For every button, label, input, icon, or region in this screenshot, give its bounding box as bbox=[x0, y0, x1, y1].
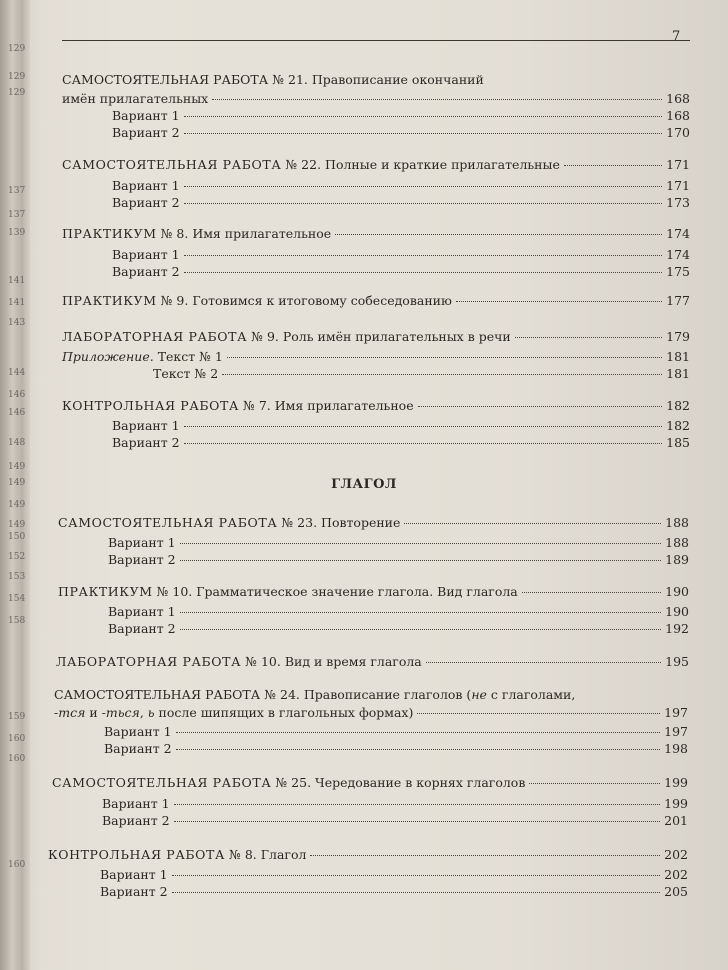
page-ref: 188 bbox=[665, 515, 689, 530]
page-ref: 197 bbox=[664, 705, 688, 720]
toc-subentry: Вариант 1 197 bbox=[104, 724, 688, 739]
toc-entry: имён прилагательных 168 bbox=[62, 91, 690, 106]
margin-fragment: 143 bbox=[8, 318, 26, 328]
toc-subentry: Текст № 2 181 bbox=[153, 366, 690, 381]
margin-fragment: 129 bbox=[8, 44, 26, 54]
margin-fragment: 146 bbox=[8, 390, 26, 400]
page-ref: 202 bbox=[664, 867, 688, 882]
margin-fragment: 137 bbox=[8, 186, 26, 196]
toc-subentry: Вариант 2 189 bbox=[108, 552, 689, 567]
page-ref: 173 bbox=[666, 195, 690, 210]
toc-subentry: Вариант 1 168 bbox=[112, 108, 690, 123]
toc-subentry: Вариант 2 175 bbox=[112, 264, 690, 279]
toc-entry: САМОСТОЯТЕЛЬНАЯ РАБОТА № 23. Повторение 188 bbox=[58, 515, 689, 530]
page-ref: 199 bbox=[664, 796, 688, 811]
page-ref: 181 bbox=[666, 366, 690, 381]
toc-entry: -тся и -ться, ь после шипящих в глагольных формах) 197 bbox=[54, 705, 688, 720]
page-ref: 175 bbox=[666, 264, 690, 279]
page-ref: 168 bbox=[666, 91, 690, 106]
margin-fragment: 141 bbox=[8, 298, 26, 308]
page-ref: 182 bbox=[666, 418, 690, 433]
page-ref: 188 bbox=[665, 535, 689, 550]
page-ref: 198 bbox=[664, 741, 688, 756]
toc-subentry: Вариант 2 198 bbox=[104, 741, 688, 756]
margin-fragment: 158 bbox=[8, 616, 26, 626]
margin-fragment: 149 bbox=[8, 478, 26, 488]
page-ref: 181 bbox=[666, 349, 690, 364]
margin-fragment: 152 bbox=[8, 552, 26, 562]
page-ref: 174 bbox=[666, 247, 690, 262]
toc-subentry: Вариант 1 182 bbox=[112, 418, 690, 433]
toc-subentry: Вариант 1 171 bbox=[112, 178, 690, 193]
toc-subentry: Вариант 2 205 bbox=[100, 884, 688, 899]
section-heading: ГЛАГОЛ bbox=[331, 477, 397, 492]
page-number: 7 bbox=[672, 29, 681, 44]
page-ref: 202 bbox=[664, 847, 688, 862]
toc-entry: ЛАБОРАТОРНАЯ РАБОТА № 10. Вид и время глагола 195 bbox=[56, 654, 689, 669]
toc-subentry: Вариант 1 188 bbox=[108, 535, 689, 550]
toc-entry: ПРАКТИКУМ № 10. Грамматическое значение глагола. Вид глагола 190 bbox=[58, 584, 689, 599]
page-ref: 171 bbox=[666, 178, 690, 193]
toc-entry-title: САМОСТОЯТЕЛЬНАЯ РАБОТА № 21. Правописание окончаний bbox=[62, 72, 484, 87]
page-ref: 185 bbox=[666, 435, 690, 450]
page-ref: 205 bbox=[664, 884, 688, 899]
margin-fragment: 129 bbox=[8, 88, 26, 98]
page-ref: 168 bbox=[666, 108, 690, 123]
toc-entry-title: САМОСТОЯТЕЛЬНАЯ РАБОТА № 24. Правописание глаголов (не с глаголами, bbox=[54, 687, 576, 702]
margin-fragment: 160 bbox=[8, 734, 26, 744]
margin-fragment: 160 bbox=[8, 860, 26, 870]
margin-fragment: 144 bbox=[8, 368, 26, 378]
page-ref: 197 bbox=[664, 724, 688, 739]
toc-subentry: Вариант 2 173 bbox=[112, 195, 690, 210]
toc-subentry: Вариант 2 185 bbox=[112, 435, 690, 450]
margin-fragment: 153 bbox=[8, 572, 26, 582]
margin-fragment: 129 bbox=[8, 72, 26, 82]
page-ref: 170 bbox=[666, 125, 690, 140]
toc-subentry: Вариант 1 190 bbox=[108, 604, 689, 619]
page-ref: 179 bbox=[666, 329, 690, 344]
margin-fragment: 149 bbox=[8, 520, 26, 530]
page-ref: 201 bbox=[664, 813, 688, 828]
page-ref: 190 bbox=[665, 584, 689, 599]
toc-entry: САМОСТОЯТЕЛЬНАЯ РАБОТА № 25. Чередование в корнях глаголов 199 bbox=[52, 775, 688, 790]
margin-fragment: 150 bbox=[8, 532, 26, 542]
toc-entry: ПРАКТИКУМ № 8. Имя прилагательное 174 bbox=[62, 226, 690, 241]
toc-subentry: Вариант 1 199 bbox=[102, 796, 688, 811]
toc-subentry: Вариант 2 201 bbox=[102, 813, 688, 828]
toc-entry: САМОСТОЯТЕЛЬНАЯ РАБОТА № 22. Полные и краткие прилагательные 171 bbox=[62, 157, 690, 172]
header-rule bbox=[62, 40, 690, 41]
margin-fragment: 139 bbox=[8, 228, 26, 238]
toc-subentry: Приложение. Текст № 1 181 bbox=[62, 349, 690, 364]
margin-fragment: 141 bbox=[8, 276, 26, 286]
page-ref: 192 bbox=[665, 621, 689, 636]
page-ref: 171 bbox=[666, 157, 690, 172]
toc-entry: КОНТРОЛЬНАЯ РАБОТА № 8. Глагол 202 bbox=[48, 847, 688, 862]
margin-fragment: 149 bbox=[8, 462, 26, 472]
page-ref: 174 bbox=[666, 226, 690, 241]
page-ref: 182 bbox=[666, 398, 690, 413]
page-ref: 190 bbox=[665, 604, 689, 619]
page-ref: 189 bbox=[665, 552, 689, 567]
page-ref: 177 bbox=[666, 293, 690, 308]
toc-entry: ЛАБОРАТОРНАЯ РАБОТА № 9. Роль имён прилагательных в речи 179 bbox=[62, 329, 690, 344]
margin-fragment: 149 bbox=[8, 500, 26, 510]
toc-entry: ПРАКТИКУМ № 9. Готовимся к итоговому собеседованию 177 bbox=[62, 293, 690, 308]
margin-fragment: 137 bbox=[8, 210, 26, 220]
toc-entry: КОНТРОЛЬНАЯ РАБОТА № 7. Имя прилагательное 182 bbox=[62, 398, 690, 413]
toc-subentry: Вариант 2 192 bbox=[108, 621, 689, 636]
margin-fragment: 159 bbox=[8, 712, 26, 722]
margin-fragment: 148 bbox=[8, 438, 26, 448]
margin-fragment: 154 bbox=[8, 594, 26, 604]
toc-subentry: Вариант 2 170 bbox=[112, 125, 690, 140]
page-ref: 199 bbox=[664, 775, 688, 790]
toc-subentry: Вариант 1 202 bbox=[100, 867, 688, 882]
page-ref: 195 bbox=[665, 654, 689, 669]
toc-subentry: Вариант 1 174 bbox=[112, 247, 690, 262]
margin-fragment: 160 bbox=[8, 754, 26, 764]
margin-fragment: 146 bbox=[8, 408, 26, 418]
